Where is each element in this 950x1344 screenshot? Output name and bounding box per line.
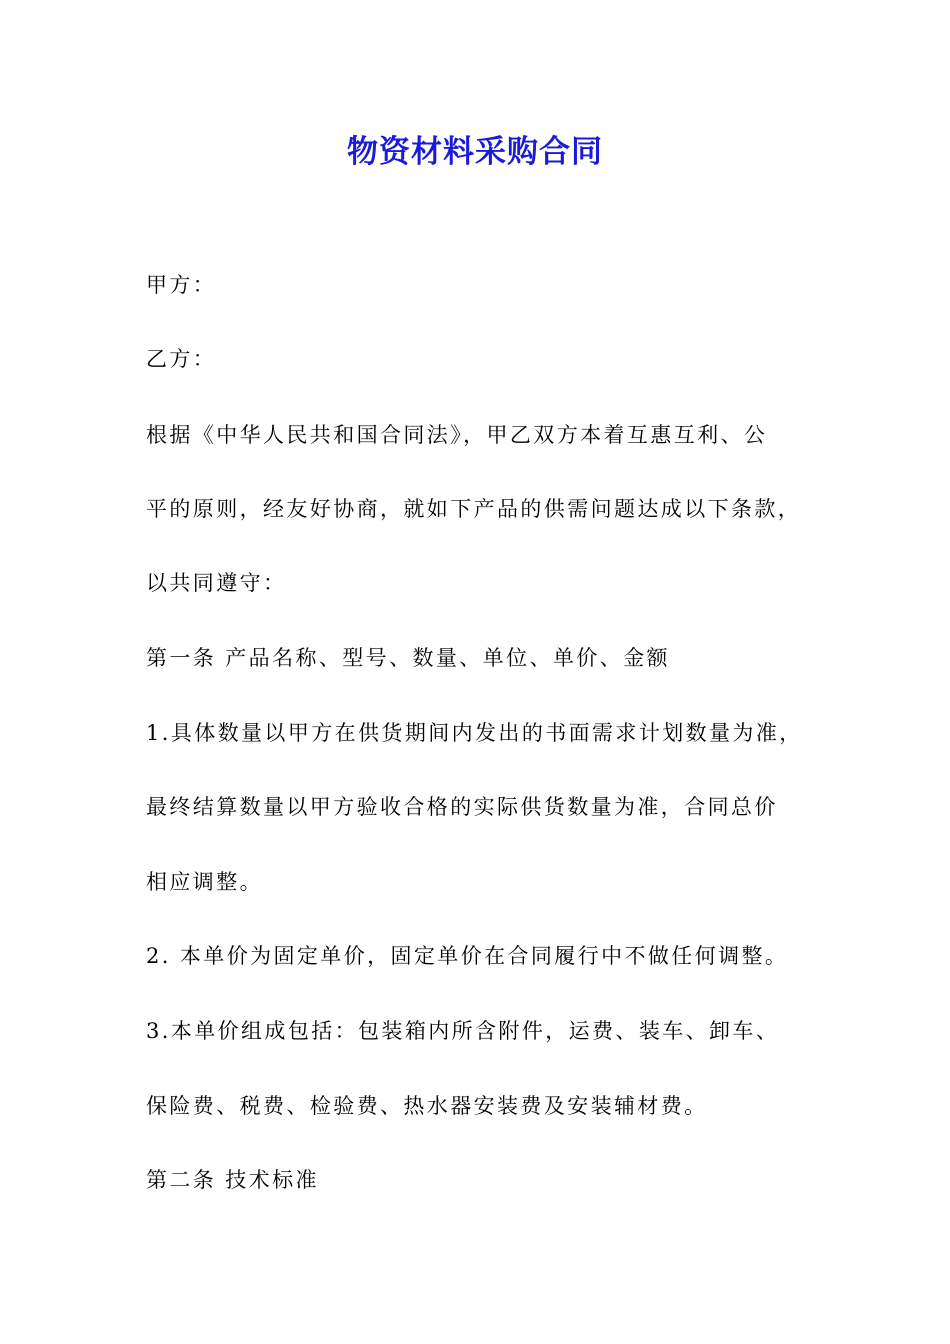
body-line: 根据《中华人民共和国合同法》，甲乙双方本着互惠互利、公 <box>146 423 768 447</box>
body-line: 平的原则，经友好协商，就如下产品的供需问题达成以下条款， <box>146 497 802 521</box>
party-b-line: 乙方： <box>146 347 217 371</box>
body-line: 以共同遵守： <box>146 571 287 595</box>
party-a-line: 甲方： <box>146 273 217 297</box>
article-heading: 第二条 技术标准 <box>146 1168 319 1192</box>
body-line: 2. 本单价为固定单价，固定单价在合同履行中不做任何调整。 <box>146 944 789 968</box>
body-line: 最终结算数量以甲方验收合格的实际供货数量为准，合同总价 <box>146 795 778 819</box>
body-line: 相应调整。 <box>146 870 263 894</box>
body-line: 3.本单价组成包括：包装箱内所含附件，运费、装车、卸车、 <box>146 1019 780 1043</box>
document-title: 物资材料采购合同 <box>347 134 603 170</box>
article-heading: 第一条 产品名称、型号、数量、单位、单价、金额 <box>146 646 670 670</box>
body-line: 1.具体数量以甲方在供货期间内发出的书面需求计划数量为准， <box>146 721 803 745</box>
body-line: 保险费、税费、检验费、热水器安装费及安装辅材费。 <box>146 1094 708 1118</box>
